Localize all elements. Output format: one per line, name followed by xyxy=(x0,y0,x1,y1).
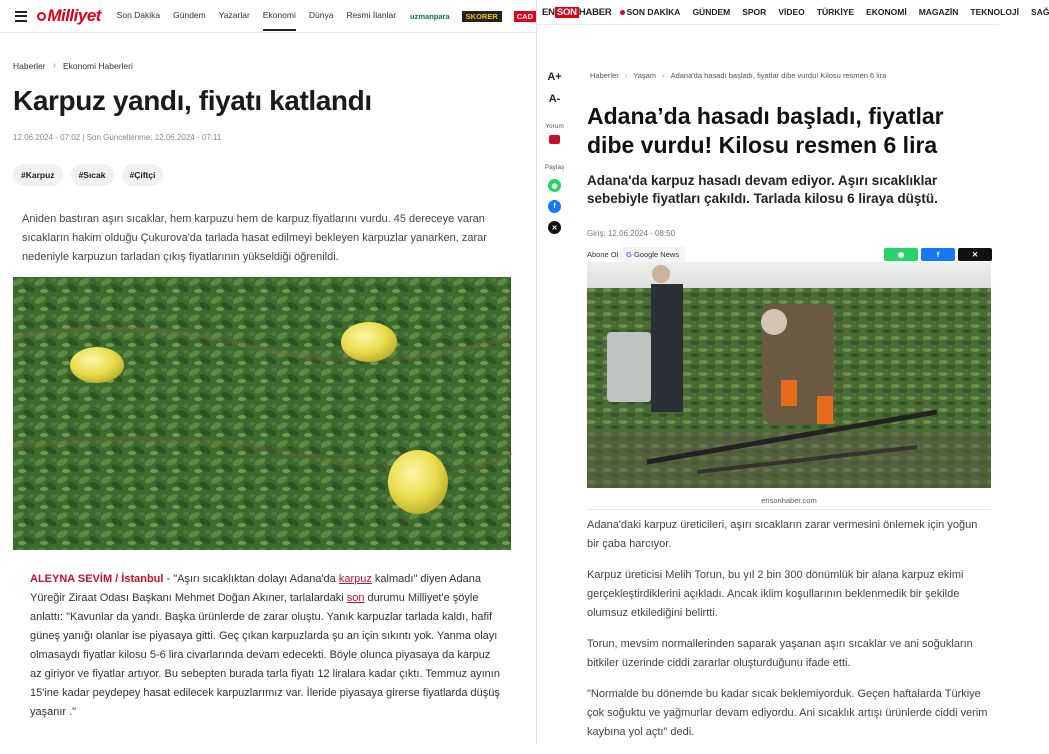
partner-links xyxy=(410,11,536,22)
nav-video[interactable]: VİDEO xyxy=(778,7,805,17)
x-twitter-icon[interactable]: ✕ xyxy=(548,221,561,234)
tag-sicak[interactable]: #Sıcak xyxy=(71,164,114,186)
whatsapp-icon[interactable]: ◉ xyxy=(548,179,561,192)
whatsapp-share-button[interactable]: ◉ xyxy=(884,248,918,261)
farmers-photo xyxy=(587,262,991,488)
nav-turkiye[interactable]: TÜRKİYE xyxy=(816,7,855,17)
google-g-icon: G xyxy=(626,250,632,259)
breadcrumb-ekonomi[interactable]: Ekonomi Haberleri xyxy=(62,60,133,71)
chevron-right-icon: › xyxy=(662,71,665,80)
live-dot-icon xyxy=(620,10,625,15)
nav-ekonomi[interactable]: EKONOMİ xyxy=(866,7,907,17)
logo-haber: HABER xyxy=(578,6,612,18)
nav-ekonomi[interactable]: Ekonomi xyxy=(263,1,296,31)
article-body xyxy=(587,516,992,754)
comment-icon[interactable] xyxy=(549,135,560,144)
author-name[interactable]: ALEYNA SEVİM / İstanbul xyxy=(30,573,164,585)
share-bar xyxy=(587,246,992,263)
milliyet-header xyxy=(0,0,536,33)
logo-en: EN xyxy=(542,6,555,18)
article-date: 12.06.2024 - 07:02 | Son Güncellenme: 12.06.2024 - 07:11 xyxy=(13,133,222,142)
milliyet-nav xyxy=(117,1,396,31)
nav-yazarlar[interactable]: Yazarlar xyxy=(218,10,250,20)
body-text-3: durumu Milliyet'e şöyle anlattı: "Kavunlar da yandı. Başka ürünlerde de zarar oluştu. Yanık karpuzlar tarlada kaldı, hafif güneş yanığı olanlar ise piyasaya gitti. Geç çıkan karpuzlarda şu an için sıkıntı yok. Yanma olayı olmasaydı fiyatlar kilosu 5-6 lira civarlarında devam edecekti. Böyle olunca piyasaya da karpuz az giriyor ve fiyatlar artıyor. Bu sebepten burada tarla fiyatı 12 liralara kadar çıktı. Temmuz ayının 15'ine kadar peydepey hasat edilecek karpuzlarımız var. İleride piyasaya girerse fiyatlarda düşüş yaşanır ." xyxy=(30,592,500,718)
nav-son-dakika[interactable] xyxy=(620,7,681,17)
logo-son: SON xyxy=(556,6,577,18)
article-title: Karpuz yandı, fiyatı katlandı xyxy=(13,85,372,116)
tag-karpuz[interactable]: #Karpuz xyxy=(13,164,63,186)
nav-dunya[interactable]: Dünya xyxy=(308,10,334,20)
nav-spor[interactable]: SPOR xyxy=(742,7,767,17)
paragraph-3: Torun, mevsim normallerinden saparak yaşanan aşırı sıcaklar ve ani soğukların bitkiler üzerinde ciddi zararlar oluşturduğunu ifade etti. xyxy=(587,638,973,669)
nav-resmi-ilanlar[interactable]: Resmi İlanlar xyxy=(346,10,397,20)
body-text-2: kalmadı" diyen Adana Yüreğir Ziraat Odası Başkanı Mehmet Doğan Akıner, tarlalardaki xyxy=(30,573,481,604)
breadcrumb-yasam[interactable]: Yaşam xyxy=(633,71,657,80)
tag-ciftci[interactable]: #Çiftçi xyxy=(122,164,164,186)
font-decrease-button[interactable]: A- xyxy=(548,93,561,105)
article-date: Giriş: 12.06.2024 - 08:50 xyxy=(587,229,676,238)
facebook-share-button[interactable]: f xyxy=(921,248,955,261)
ensonhaber-page xyxy=(537,0,1049,744)
comment-label: Yorum xyxy=(545,123,564,130)
paragraph-1: Adana'daki karpuz üreticileri, aşırı sıcakların zarar vermesini önlemek için yoğun bir çaba harcıyor. xyxy=(587,519,978,550)
article-subtitle: Adana'da karpuz hasadı devam ediyor. Aşırı sıcaklıklar sebebiyle fiyatları çakıldı. Tarlada kilosu 6 liraya düştü. xyxy=(587,173,938,206)
breadcrumb xyxy=(590,71,992,80)
body-dash: - xyxy=(163,573,174,585)
article-lead: Aniden bastıran aşırı sıcaklar, hem karpuzu hem de karpuz fiyatlarını vurdu. 45 dereceye varan sıcakların hakim olduğu Çukurova'da tarlada hasat edilmeyi bekleyen karpuzlar yanarken, zarar nedeniyle karpuzun tarladan çıkış fiyatlarının yükseldiği öğrenildi. xyxy=(22,213,487,263)
nav-saglik[interactable]: SAĞ xyxy=(1031,7,1049,17)
nav-teknoloji[interactable]: TEKNOLOJİ xyxy=(970,7,1020,17)
ensonhaber-nav xyxy=(620,7,1049,17)
uzmanpara-link[interactable]: uzmanpara xyxy=(410,11,450,21)
hamburger-menu-icon[interactable] xyxy=(15,11,27,22)
article-body xyxy=(30,570,500,722)
nav-gundem[interactable]: Gündem xyxy=(173,10,206,20)
x-share-button[interactable]: ✕ xyxy=(958,248,992,261)
nav-gundem[interactable]: GÜNDEM xyxy=(692,7,731,17)
breadcrumb xyxy=(13,60,536,71)
ensonhaber-header xyxy=(537,0,1049,25)
google-news-label: Google News xyxy=(633,250,679,259)
cad-link[interactable]: CAD xyxy=(514,11,536,22)
divider xyxy=(587,509,991,510)
watermelon-field-photo xyxy=(13,277,511,550)
article-title: Adana’da hasadı başladı, fiyatlar dibe vurdu! Kilosu resmen 6 lira xyxy=(587,103,944,158)
nav-son-dakika-label: SON DAKİKA xyxy=(626,7,681,17)
chevron-right-icon: › xyxy=(52,60,56,71)
subscribe-label[interactable]: Abone Ol xyxy=(587,250,619,259)
breadcrumb-haberler[interactable]: Haberler xyxy=(13,60,46,71)
ensonhaber-logo[interactable] xyxy=(542,7,612,18)
photo-source: ensonhaber.com xyxy=(761,496,817,505)
breadcrumb-haberler[interactable]: Haberler xyxy=(590,71,619,80)
body-text-1: "Aşırı sıcaklıktan dolayı Adana'da xyxy=(173,573,339,585)
logo-text: Milliyet xyxy=(47,6,101,25)
watermelon-field-image xyxy=(13,277,511,550)
tag-list xyxy=(13,164,536,186)
milliyet-logo[interactable] xyxy=(37,6,107,26)
font-increase-button[interactable]: A+ xyxy=(547,71,562,83)
nav-son-dakika[interactable]: Son Dakika xyxy=(116,10,161,20)
farmers-harvest-image xyxy=(587,262,991,488)
paragraph-2: Karpuz üreticisi Melih Torun, bu yıl 2 bin 300 dönümlük bir alana karpuz ekimi gerçekleştirdiklerini açıkladı. Ancak iklim koşullarının beklenmedik bir şekilde olumsuz etkilediğini belirtti. xyxy=(587,569,964,619)
share-label: Paylaş xyxy=(544,164,565,171)
paragraph-4: "Normalde bu dönemde bu kadar sıcak beklemiyorduk. Geçen haftalarda Türkiye çok soğuktu ve yağmurlar devam ediyordu. Ani sıcaklık artışı ürünlerde ciddi verim kaybına yol açtı" dedi. xyxy=(587,688,988,738)
link-son[interactable]: son xyxy=(346,592,365,604)
article-tools xyxy=(537,60,572,234)
nav-magazin[interactable]: MAGAZİN xyxy=(918,7,959,17)
google-news-button[interactable] xyxy=(620,247,685,262)
article-header xyxy=(587,60,992,263)
breadcrumb-current: Adana'da hasadı başladı, fiyatlar dibe vurdu! Kilosu resmen 6 lira xyxy=(670,71,887,80)
link-karpuz[interactable]: karpuz xyxy=(338,573,372,585)
facebook-icon[interactable]: f xyxy=(548,200,561,213)
chevron-right-icon: › xyxy=(624,71,628,80)
skorer-link[interactable]: SKORER xyxy=(462,11,502,22)
share-buttons xyxy=(884,248,992,261)
logo-mark-icon xyxy=(37,12,46,21)
